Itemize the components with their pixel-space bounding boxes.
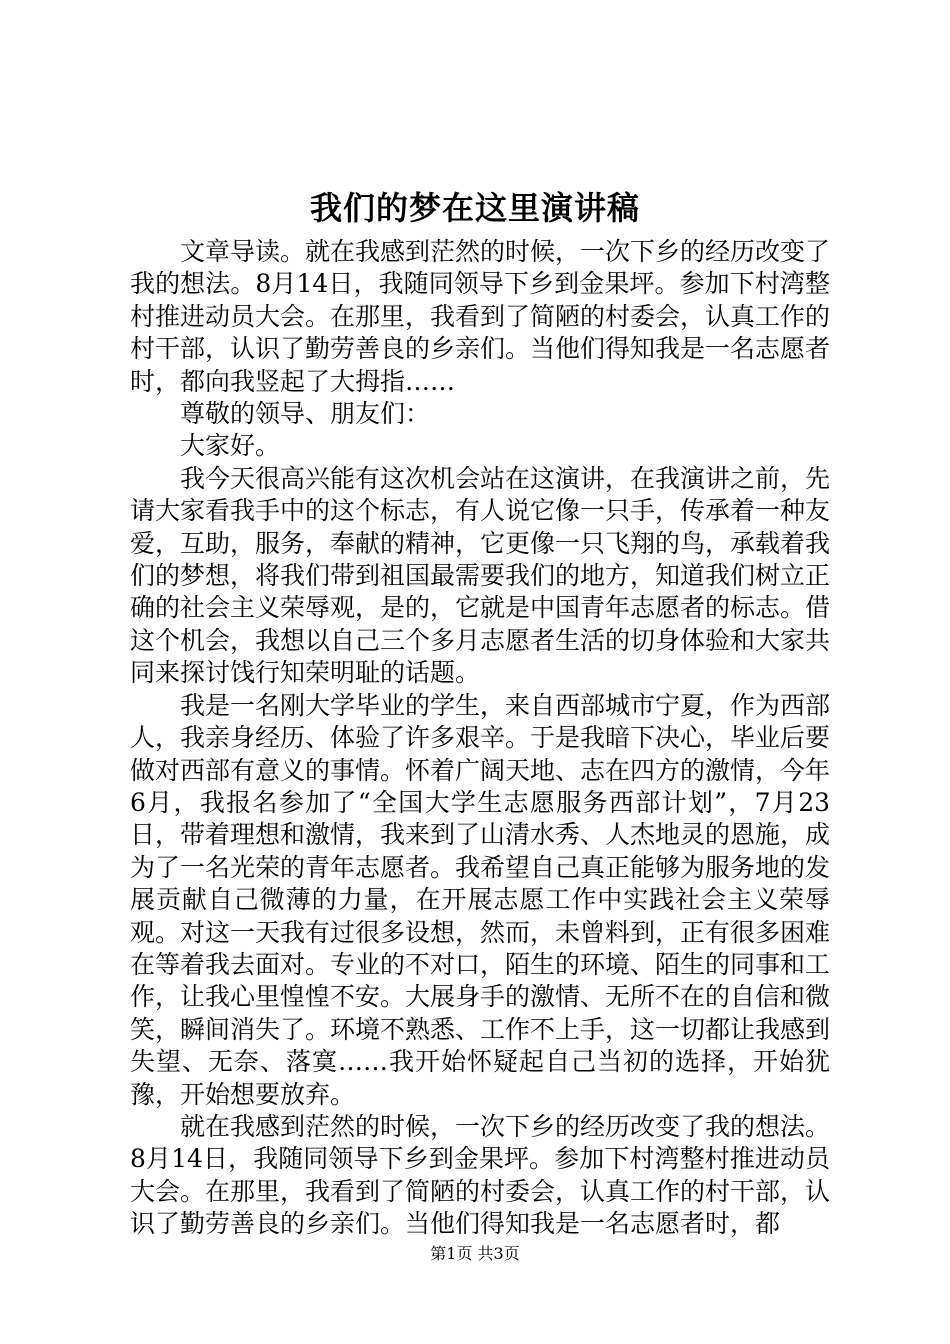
document-title: 我们的梦在这里演讲稿 bbox=[309, 189, 640, 227]
paragraph-greeting: 大家好。 bbox=[180, 431, 281, 461]
paragraph-symbol: 我今天很高兴能有这次机会站在这演讲，在我演讲之前，先请大家看我手中的这个标志，有人说它像一只手，传承着一种友爱，互助，服务，奉献的精神，它更像一只飞翔的鸟，承载着我们的梦想，将我们带到祖国最需要我们的地方，知道我们树立正确的社会主义荣辱观，是的，它就是中国青年志愿者的标志。借这个机会，我想以自己三个多月志愿者生活的切身体验和大家共同来探讨饯行知荣明耻的话题。 bbox=[130, 463, 831, 688]
page-number: 第1页 共3页 bbox=[430, 1244, 520, 1263]
paragraph-turning-point: 就在我感到茫然的时候，一次下乡的经历改变了我的想法。8月14日，我随同领导下乡到金果坪。参加下村湾整村推进动员大会。在那里，我看到了简陋的村委会，认真工作的村干部，认识了勤劳善良的乡亲们。当他们得知我是一名志愿者时，都 bbox=[130, 1111, 831, 1239]
paragraph-background: 我是一名刚大学毕业的学生，来自西部城市宁夏，作为西部人，我亲身经历、体验了许多艰辛。于是我暗下决心，毕业后要做对西部有意义的事情。怀着广阔天地、志在四方的激情，今年6月，我报名参加了“全国大学生志愿服务西部计划”，7月23日，带着理想和激情，我来到了山清水秀、人杰地灵的恩施，成为了一名光荣的青年志愿者。我希望自己真正能够为服务地的发展贡献自己微薄的力量，在开展志愿工作中实践社会主义荣辱观。对这一天我有过很多设想，然而，未曾料到，正有很多困难在等着我去面对。专业的不对口，陌生的环境、陌生的同事和工作，让我心里惶惶不安。大展身手的激情、无所不在的自信和微笑，瞬间消失了。环境不熟悉、工作不上手，这一切都让我感到失望、无奈、落寞……我开始怀疑起自己当初的选择，开始犹豫，开始想要放弃。 bbox=[130, 690, 831, 1109]
paragraph-salutation: 尊敬的领导、朋友们： bbox=[180, 399, 431, 429]
document-body bbox=[130, 236, 830, 1241]
paragraph-intro: 文章导读。就在我感到茫然的时候，一次下乡的经历改变了我的想法。8月14日，我随同领导下乡到金果坪。参加下村湾整村推进动员大会。在那里，我看到了简陋的村委会，认真工作的村干部，认识了勤劳善良的乡亲们。当他们得知我是一名志愿者时，都向我竖起了大拇指…… bbox=[130, 237, 831, 396]
